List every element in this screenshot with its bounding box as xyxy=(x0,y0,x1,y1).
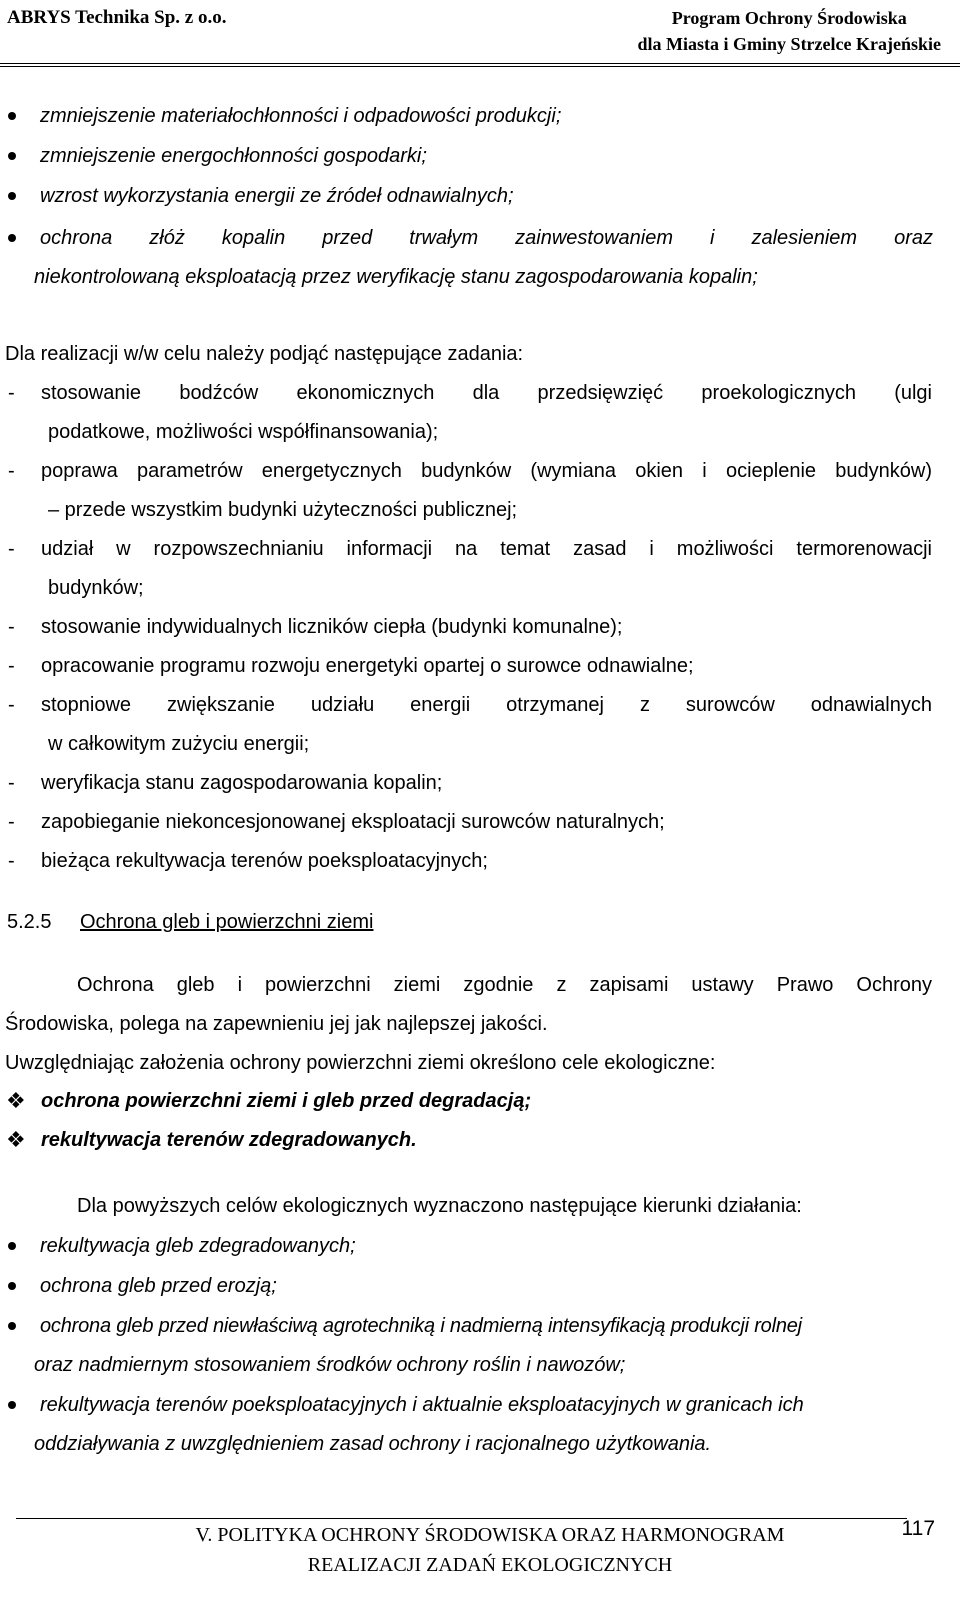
header-rule xyxy=(0,63,960,64)
dash-marker: - xyxy=(8,694,15,716)
page-number: 117 xyxy=(901,1517,935,1540)
footer-line1: V. POLITYKA OCHRONY ŚRODOWISKA ORAZ HARMONOGRAM xyxy=(195,1524,785,1546)
bullet-item: rekultywacja gleb zdegradowanych; xyxy=(8,1226,356,1266)
paragraph-line: Ochrona gleb i powierzchni ziemi zgodnie z zapisami ustawy Prawo Ochrony xyxy=(77,974,932,996)
paragraph: Uwzględniając założenia ochrony powierzchni ziemi określono cele ekologiczne: xyxy=(5,1052,716,1074)
task-item: poprawa parametrów energetycznych budynków (wymiana okien i ocieplenie budynków) xyxy=(41,460,932,482)
document-title-line2: dla Miasta i Gminy Strzelce Krajeńskie xyxy=(637,34,941,54)
dash-marker: - xyxy=(8,382,15,404)
diamond-bullet-icon: ❖ xyxy=(6,1127,26,1152)
task-item-continuation: podatkowe, możliwości współfinansowania); xyxy=(48,421,439,443)
bullet-item: ochrona gleb przed niewłaściwą agrotechniką i nadmierną intensyfikacją produkcji rolnej xyxy=(8,1306,918,1346)
dash-marker: - xyxy=(8,811,15,833)
task-item: bieżąca rekultywacja terenów poeksploatacyjnych; xyxy=(41,850,488,872)
dash-marker: - xyxy=(8,460,15,482)
task-item: stosowanie indywidualnych liczników ciepła (budynki komunalne); xyxy=(41,616,623,638)
footer-line2: REALIZACJI ZADAŃ EKOLOGICZNYCH xyxy=(307,1554,673,1576)
task-item: stopniowe zwiększanie udziału energii otrzymanej z surowców odnawialnych xyxy=(41,694,932,716)
bullet-item: zmniejszenie energochłonności gospodarki; xyxy=(8,136,427,176)
directions-intro: Dla powyższych celów ekologicznych wyznaczono następujące kierunki działania: xyxy=(77,1195,802,1217)
task-item-continuation: budynków; xyxy=(48,577,144,599)
bullet-item: rekultywacja terenów poeksploatacyjnych i aktualnie eksploatacyjnych w granicach ich xyxy=(8,1385,918,1425)
footer-chapter-title xyxy=(150,1520,830,1580)
document-title xyxy=(638,5,941,57)
task-item: weryfikacja stanu zagospodarowania kopalin; xyxy=(41,772,443,794)
eco-goal-item: ochrona powierzchni ziemi i gleb przed degradacją; xyxy=(41,1090,532,1112)
company-name: ABRYS Technika Sp. z o.o. xyxy=(7,7,227,28)
bullet-item-continuation: oddziaływania z uwzględnieniem zasad ochrony i racjonalnego użytkowania. xyxy=(34,1433,712,1455)
eco-goal-item: rekultywacja terenów zdegradowanych. xyxy=(41,1129,417,1151)
bullet-item: wzrost wykorzystania energii ze źródeł odnawialnych; xyxy=(8,176,514,216)
dash-marker: - xyxy=(8,538,15,560)
bullet-item: ochrona gleb przed erozją; xyxy=(8,1266,277,1306)
footer-rule xyxy=(16,1518,907,1519)
task-item: udział w rozpowszechnianiu informacji na temat zasad i możliwości termorenowacji xyxy=(41,538,932,560)
header-rule-double xyxy=(0,66,960,67)
bullet-item: zmniejszenie materiałochłonności i odpadowości produkcji; xyxy=(8,96,561,136)
paragraph-line: Środowiska, polega na zapewnieniu jej jak najlepszej jakości. xyxy=(5,1013,548,1035)
section-number: 5.2.5 xyxy=(7,911,52,933)
task-item-continuation: – przede wszystkim budynki użyteczności publicznej; xyxy=(48,499,518,521)
bullet-item: ochrona złóż kopalin przed trwałym zainwestowaniem i zalesieniem oraz xyxy=(8,218,933,258)
diamond-bullet-icon: ❖ xyxy=(6,1088,26,1113)
task-item: stosowanie bodźców ekonomicznych dla przedsięwzięć proekologicznych (ulgi xyxy=(41,382,932,404)
section-title: Ochrona gleb i powierzchni ziemi xyxy=(80,911,374,933)
tasks-intro: Dla realizacji w/w celu należy podjąć następujące zadania: xyxy=(5,343,524,365)
bullet-item-continuation: oraz nadmiernym stosowaniem środków ochrony roślin i nawozów; xyxy=(34,1354,626,1376)
dash-marker: - xyxy=(8,616,15,638)
task-item-continuation: w całkowitym zużyciu energii; xyxy=(48,733,310,755)
task-item: opracowanie programu rozwoju energetyki opartej o surowce odnawialne; xyxy=(41,655,694,677)
dash-marker: - xyxy=(8,772,15,794)
dash-marker: - xyxy=(8,655,15,677)
dash-marker: - xyxy=(8,850,15,872)
task-item: zapobieganie niekoncesjonowanej eksploatacji surowców naturalnych; xyxy=(41,811,665,833)
bullet-item-continuation: niekontrolowaną eksploatacją przez weryfikację stanu zagospodarowania kopalin; xyxy=(34,266,758,288)
document-title-line1: Program Ochrony Środowiska xyxy=(671,8,907,28)
